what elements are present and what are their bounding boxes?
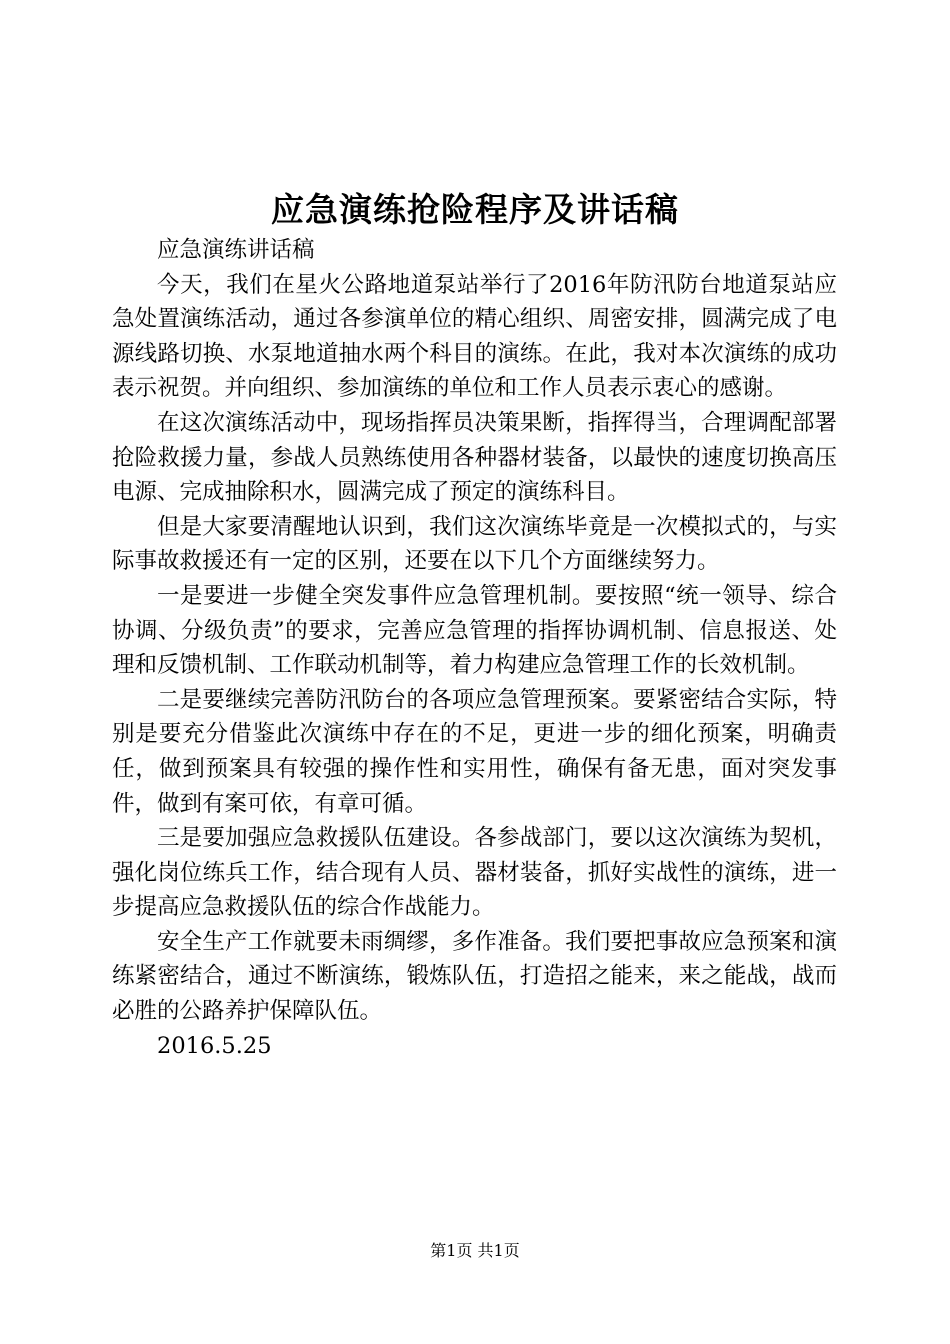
paragraph: 一是要进一步健全突发事件应急管理机制。要按照“统一领导、综合协调、分级负责”的要求，完善应急管理的指挥协调机制、信息报送、处理和反馈机制、工作联动机制等，着力构建应急管理工作的长效机制。 bbox=[112, 582, 837, 679]
paragraph: 二是要继续完善防汛防台的各项应急管理预案。要紧密结合实际，特别是要充分借鉴此次演练中存在的不足，更进一步的细化预案，明确责任，做到预案具有较强的操作性和实用性，确保有备无患，面对突发事件，做到有案可依，有章可循。 bbox=[112, 686, 837, 817]
document-body bbox=[112, 233, 837, 1063]
page-footer: 第1页 共1页 bbox=[430, 1241, 520, 1260]
document-title: 应急演练抢险程序及讲话稿 bbox=[271, 190, 679, 229]
paragraph: 今天，我们在星火公路地道泵站举行了2016年防汛防台地道泵站应急处置演练活动，通过各参演单位的精心组织、周密安排，圆满完成了电源线路切换、水泵地道抽水两个科目的演练。在此，我对本次演练的成功表示祝贺。并向组织、参加演练的单位和工作人员表示衷心的感谢。 bbox=[112, 271, 837, 402]
paragraph: 但是大家要清醒地认识到，我们这次演练毕竟是一次模拟式的，与实际事故救援还有一定的区别，还要在以下几个方面继续努力。 bbox=[112, 513, 837, 575]
paragraph: 安全生产工作就要未雨绸缪，多作准备。我们要把事故应急预案和演练紧密结合，通过不断演练，锻炼队伍，打造招之能来，来之能战，战而必胜的公路养护保障队伍。 bbox=[112, 928, 837, 1025]
paragraph: 三是要加强应急救援队伍建设。各参战部门，要以这次演练为契机，强化岗位练兵工作，结合现有人员、器材装备，抓好实战性的演练，进一步提高应急救援队伍的综合作战能力。 bbox=[112, 825, 837, 921]
paragraph: 在这次演练活动中，现场指挥员决策果断，指挥得当，合理调配部署抢险救援力量，参战人员熟练使用各种器材装备，以最快的速度切换高压电源、完成抽除积水，圆满完成了预定的演练科目。 bbox=[112, 409, 837, 506]
paragraph-heading: 应急演练讲话稿 bbox=[157, 237, 315, 263]
document-date: 2016.5.25 bbox=[157, 1032, 272, 1059]
